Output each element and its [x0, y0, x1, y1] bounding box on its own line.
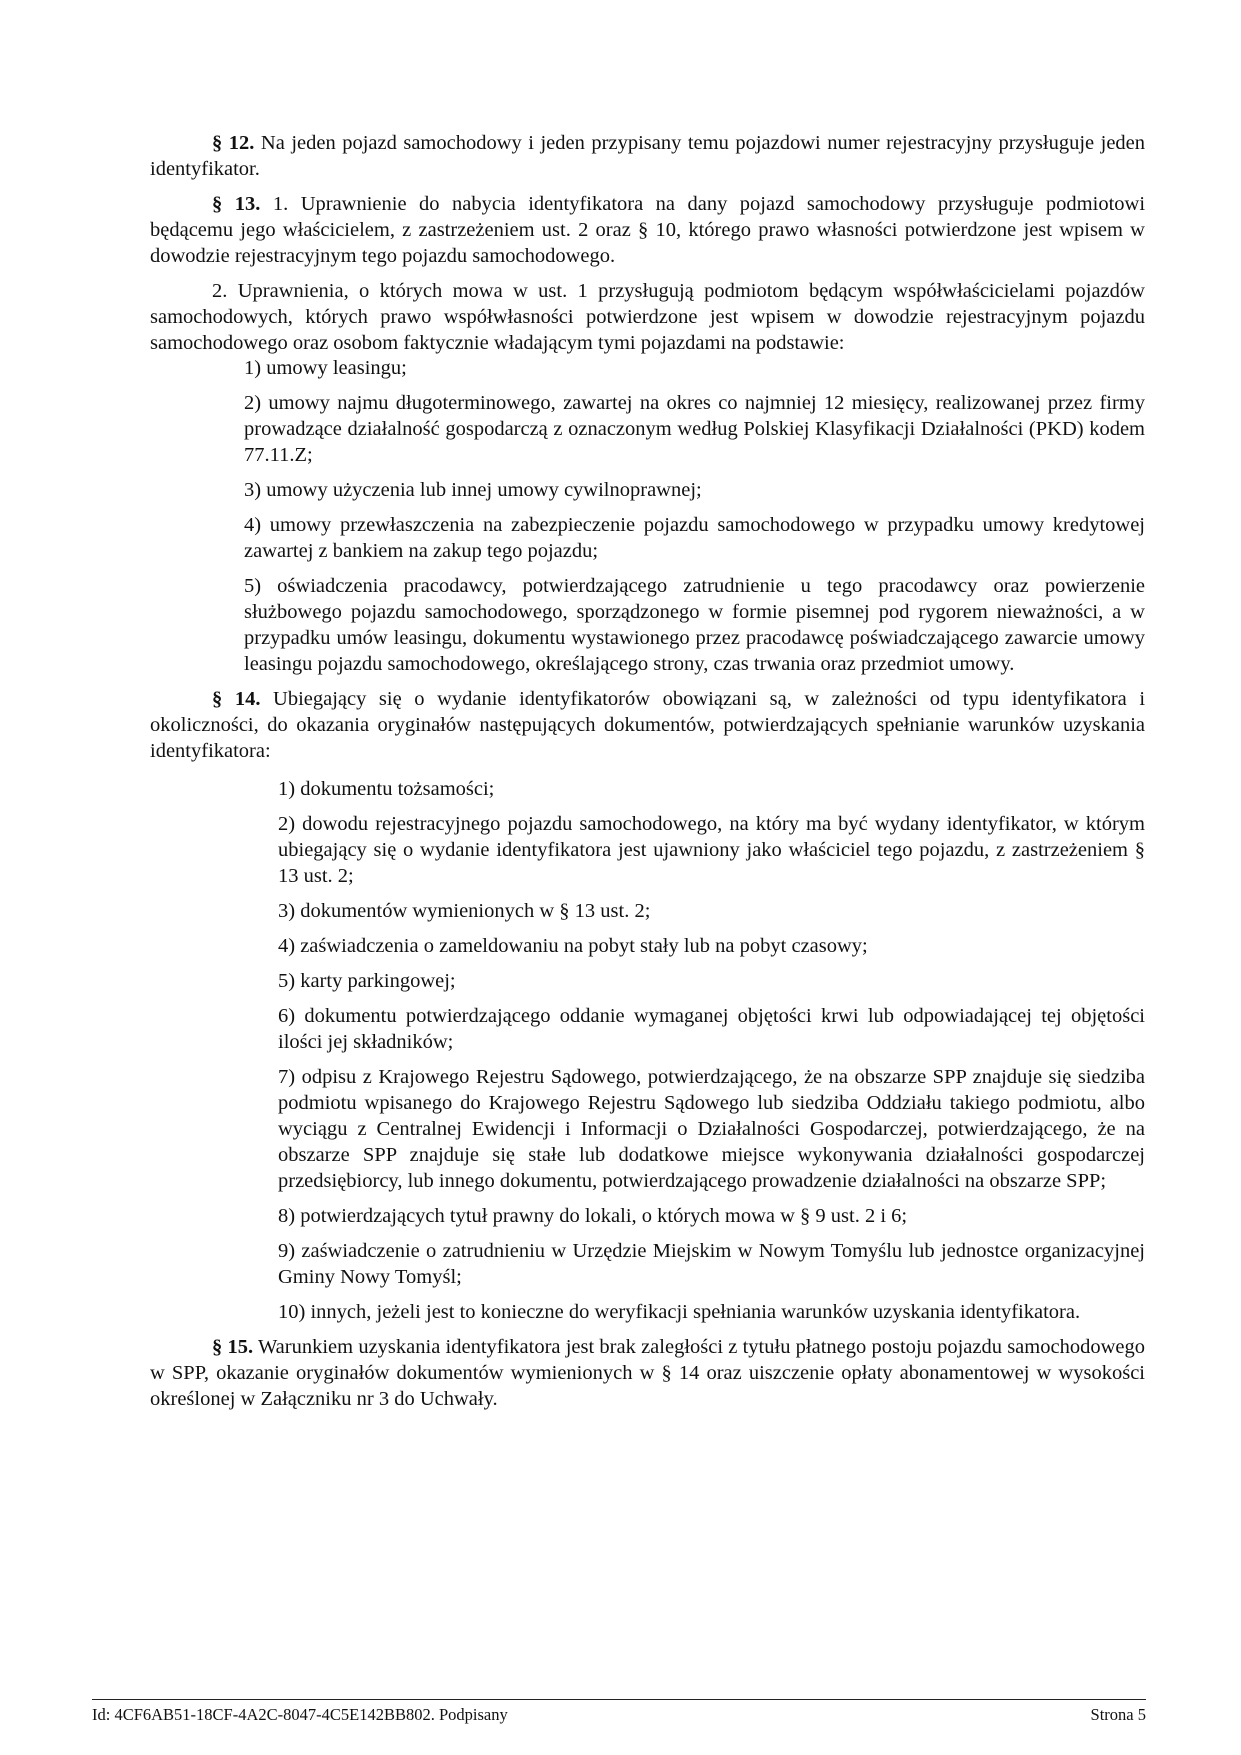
section-14-item: 4) zaświadczenia o zameldowaniu na pobyt stały lub na pobyt czasowy; [278, 935, 868, 957]
section-14-item: 7) odpisu z Krajowego Rejestru Sądowego, potwierdzającego, że na obszarze SPP znajduje się siedziba podmiotu wpisanego do Krajowego Rejestru Sądowego lub siedziba Oddziału takiego podmiotu, albo wyciągu z Centralnej Ewidencji i Informacji o Działalności Gospodarczej, potwierdzającego, że na obszarze SPP znajduje się stałe lub dodatkowe miejsce wykonywania działalności gospodarczej przedsiębiorcy, lub innego dokumentu, potwierdzającego prowadzenie działalności na obszarze SPP; [278, 1066, 1145, 1192]
section-15-text: Warunkiem uzyskania identyfikatora jest brak zaległości z tytułu płatnego postoju pojazdu samochodowego w SPP, okazanie oryginałów dokumentów wymienionych w § 14 oraz uiszczenie opłaty abonamentowej w wysokości określonej w Załączniku nr 3 do Uchwały. [150, 1336, 1145, 1410]
section-15 [150, 1334, 1145, 1412]
section-14-item: 8) potwierdzających tytuł prawny do lokali, o których mowa w § 9 ust. 2 i 6; [278, 1205, 908, 1227]
section-14-text: Ubiegający się o wydanie identyfikatorów obowiązani są, w zależności od typu identyfikatora i okoliczności, do okazania oryginałów następujących dokumentów, potwierdzających spełnianie warunków uzyskania identyfikatora: [150, 688, 1146, 762]
section-14-item: 3) dokumentów wymienionych w § 13 ust. 2; [278, 900, 651, 922]
section-13-item: 1) umowy leasingu; [244, 357, 407, 379]
section-13-number: § 13. [212, 193, 261, 215]
section-14-item: 1) dokumentu tożsamości; [278, 778, 495, 800]
page-footer [92, 1705, 1146, 1725]
section-13-paragraph-1 [150, 191, 1145, 269]
section-14-item: 10) innych, jeżeli jest to konieczne do weryfikacji spełniania warunków uzyskania identyfikatora. [278, 1301, 1081, 1323]
section-13-item: 5) oświadczenia pracodawcy, potwierdzającego zatrudnienie u tego pracodawcy oraz powierzenie służbowego pojazdu samochodowego, sporządzonego w formie pisemnej pod rygorem nieważności, a w przypadku umów leasingu, dokumentu wystawionego przez pracodawcę poświadczającego zawarcie umowy leasingu pojazdu samochodowego, określającego strony, czas trwania oraz przedmiot umowy. [244, 575, 1145, 675]
footer-divider [92, 1699, 1146, 1700]
section-13-paragraph-1-text: 1. Uprawnienie do nabycia identyfikatora na dany pojazd samochodowy przysługuje podmiotowi będącemu jego właścicielem, z zastrzeżeniem ust. 2 oraz § 10, którego prawo własności potwierdzone jest wpisem w dowodzie rejestracyjnym tego pojazdu samochodowego. [150, 193, 1146, 267]
section-12-number: § 12. [212, 132, 255, 154]
section-13-item: 3) umowy użyczenia lub innej umowy cywilnoprawnej; [244, 479, 702, 501]
section-13-item: 4) umowy przewłaszczenia na zabezpieczenie pojazdu samochodowego w przypadku umowy kredytowej zawartej z bankiem na zakup tego pojazdu; [244, 514, 1145, 562]
section-13-item: 2) umowy najmu długoterminowego, zawartej na okres co najmniej 12 miesięcy, realizowanej przez firmy prowadzące działalność gospodarczą z oznaczonym według Polskiej Klasyfikacji Działalności (PKD) kodem 77.11.Z; [244, 392, 1145, 466]
document-id: Id: 4CF6AB51-18CF-4A2C-8047-4C5E142BB802. Podpisany [92, 1705, 508, 1724]
section-14-item: 2) dowodu rejestracyjnego pojazdu samochodowego, na który ma być wydany identyfikator, w którym ubiegający się o wydanie identyfikatora jest ujawniony jako właściciel tego pojazdu, z zastrzeżeniem § 13 ust. 2; [278, 813, 1145, 887]
section-12-text: Na jeden pojazd samochodowy i jeden przypisany temu pojazdowi numer rejestracyjny przysługuje jeden identyfikator. [150, 132, 1146, 180]
document-page [150, 130, 1145, 1421]
section-15-number: § 15. [212, 1336, 254, 1358]
section-13-paragraph-2: 2. Uprawnienia, o których mowa w ust. 1 przysługują podmiotom będącym współwłaścicielami pojazdów samochodowych, których prawo współwłasności potwierdzone jest wpisem w dowodzie rejestracyjnym pojazdu samochodowego oraz osobom faktycznie władającym tymi pojazdami na podstawie: [150, 280, 1145, 354]
section-14-item: 6) dokumentu potwierdzającego oddanie wymaganej objętości krwi lub odpowiadającej tej objętości ilości jej składników; [278, 1005, 1145, 1053]
section-14 [150, 686, 1145, 764]
section-14-list [150, 776, 1145, 1325]
section-14-number: § 14. [212, 688, 261, 710]
section-14-item: 5) karty parkingowej; [278, 970, 456, 992]
section-12 [150, 130, 1145, 182]
section-14-item: 9) zaświadczenie o zatrudnieniu w Urzędzie Miejskim w Nowym Tomyślu lub jednostce organizacyjnej Gminy Nowy Tomyśl; [278, 1240, 1145, 1288]
page-number: Strona 5 [1090, 1705, 1146, 1724]
